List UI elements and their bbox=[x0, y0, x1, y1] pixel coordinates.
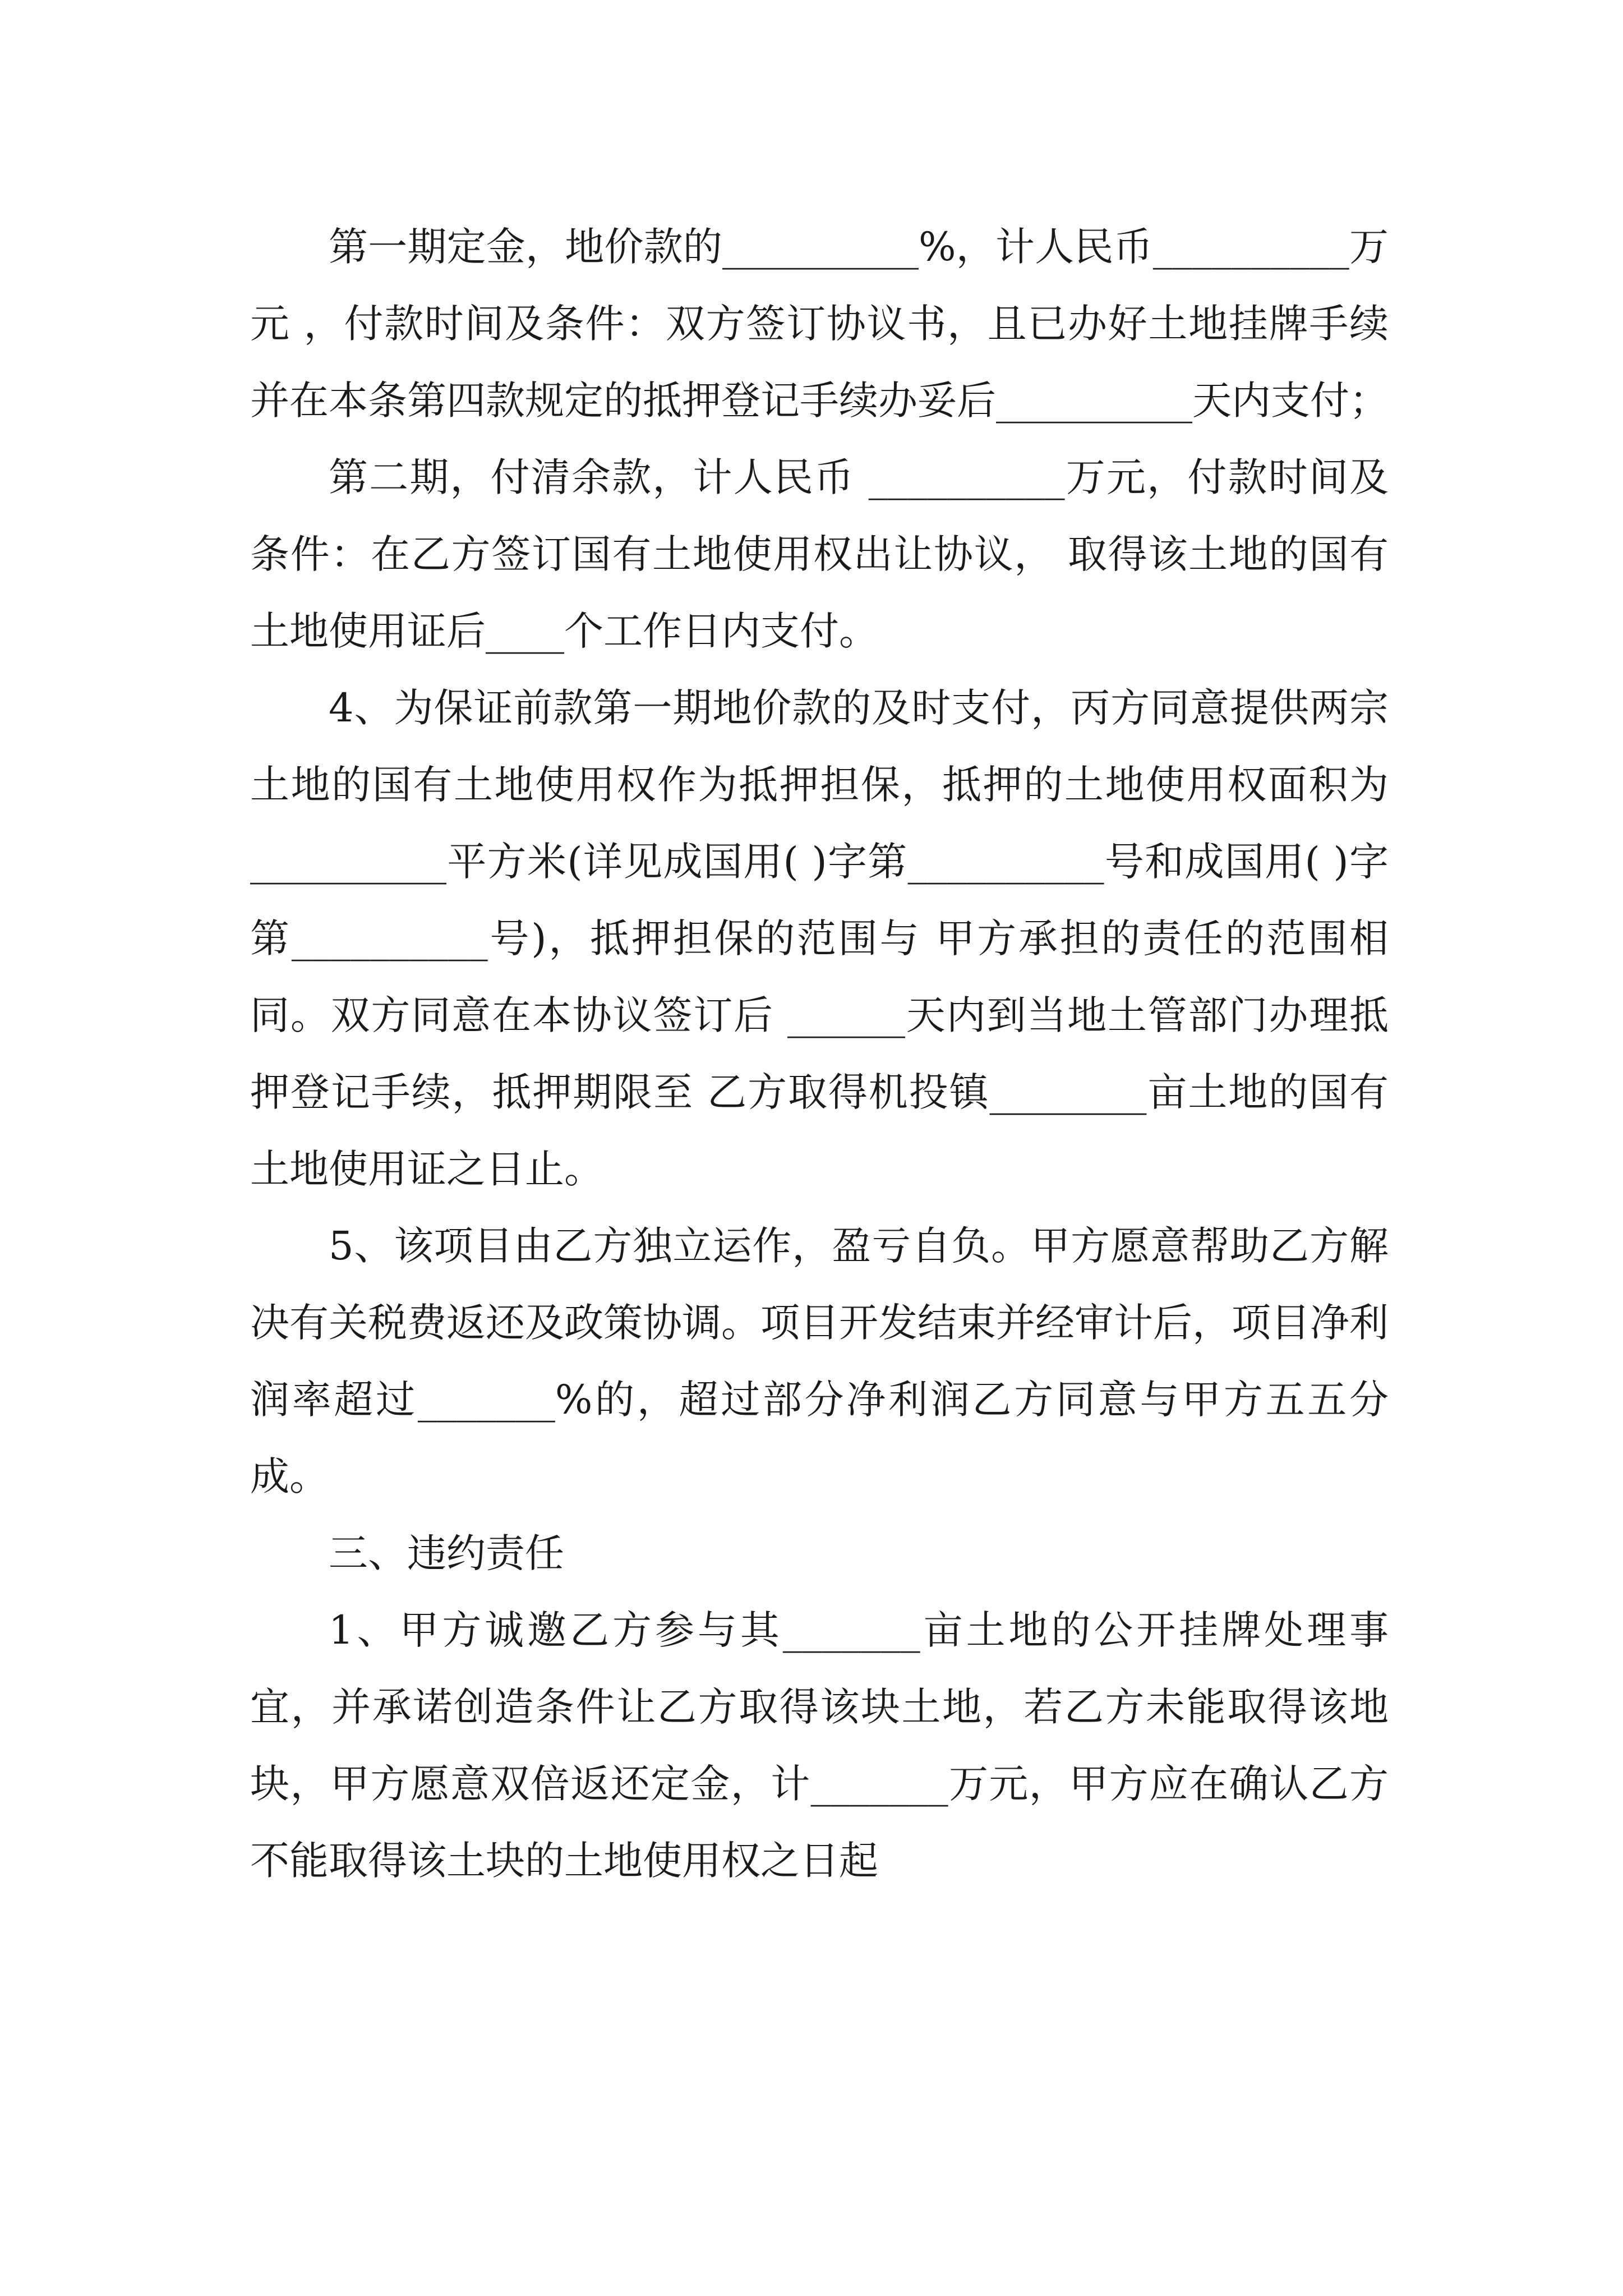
paragraph-clause-4: 4、为保证前款第一期地价款的及时支付，丙方同意提供两宗土地的国有土地使用权作为抵押担保，抵押的土地使用权面积为__________平方米(详见成国用( )字第__________号和成国用( )字第__________号)，抵押担保的范围与 甲方承担的责任的范围相同。双方同意在本协议签订后 ______天内到当地土管部门办理抵押登记手续，抵押期限至 乙方取得机投镇________亩土地的国有土地使用证之日止。 bbox=[250, 685, 1389, 1192]
paragraph-clause-5: 5、该项目由乙方独立运作，盈亏自负。甲方愿意帮助乙方解决有关税费返还及政策协调。项目开发结束并经审计后，项目净利润率超过_______%的，超过部分净利润乙方同意与甲方五五分成。 bbox=[250, 1223, 1389, 1499]
paragraph-second-payment: 第二期，付清余款，计人民币 __________万元，付款时间及条件：在乙方签订国有土地使用权出让协议， 取得该土地的国有土地使用证后____个工作日内支付。 bbox=[250, 454, 1389, 654]
document-body bbox=[250, 209, 1389, 1899]
section-heading-breach: 三、违约责任 bbox=[329, 1530, 564, 1576]
paragraph-first-deposit: 第一期定金，地价款的__________%，计人民币__________万元 ，付款时间及条件：双方签订协议书，且已办好土地挂牌手续并在本条第四款规定的抵押登记手续办妥后__________天内支付； bbox=[250, 224, 1389, 424]
paragraph-breach-1: 1、甲方诚邀乙方参与其_______亩土地的公开挂牌处理事宜，并承诺创造条件让乙方取得该块土地，若乙方未能取得该地块，甲方愿意双倍返还定金，计_______万元，甲方应在确认乙方不能取得该土块的土地使用权之日起 bbox=[250, 1607, 1389, 1884]
